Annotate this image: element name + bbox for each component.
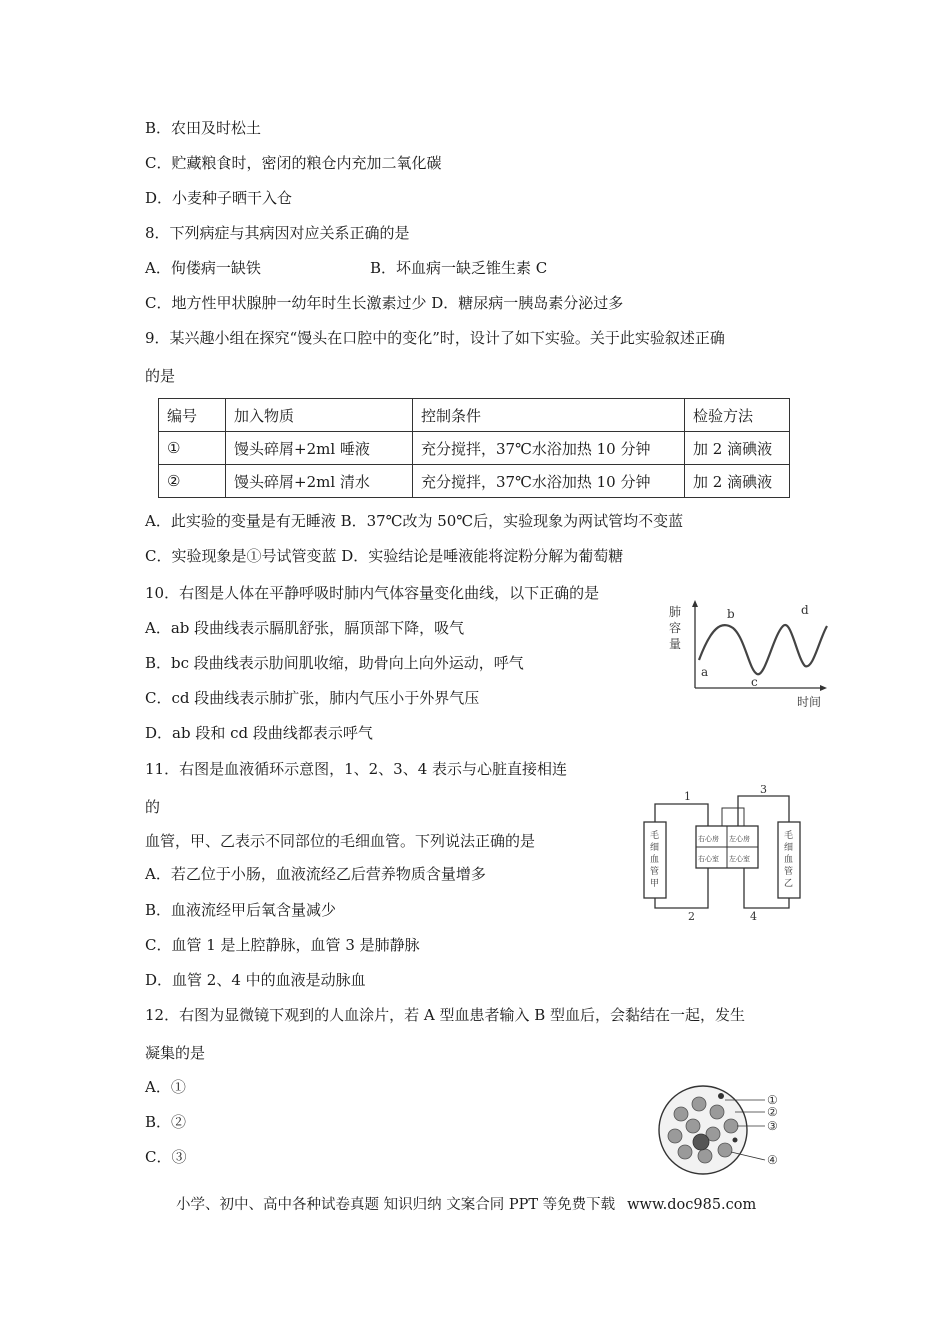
table-cell: ① [159, 432, 226, 465]
question-8: 8．下列病症与其病因对应关系正确的是 [145, 224, 410, 242]
capillary-char: 乙 [784, 879, 794, 889]
capillary-char: 管 [650, 867, 660, 877]
footer-text: 小学、初中、高中各种试卷真题 知识归纳 文案合同 PPT 等免费下载 [176, 1197, 616, 1213]
vessel-number: 2 [688, 910, 695, 922]
vessel-number: 4 [750, 910, 757, 922]
option-line: B．坏血病一缺乏锥生素 C [370, 259, 548, 277]
smear-label: ④ [767, 1153, 778, 1167]
lung-point-label: d [801, 603, 809, 617]
table-cell: ② [159, 465, 226, 498]
question-11: 11．右图是血液循环示意图，1、2、3、4 表示与心脏直接相连 [145, 760, 568, 778]
question-11-cont: 的 [145, 798, 161, 816]
question-10: 10．右图是人体在平静呼吸时肺内气体容量变化曲线，以下正确的是 [145, 584, 600, 602]
question-9-cont: 的是 [145, 367, 176, 385]
option-line: A．ab 段曲线表示膈肌舒张，膈顶部下降，吸气 [145, 619, 465, 637]
option-line: D．小麦种子晒干入仓 [145, 189, 293, 207]
vessel-number: 3 [760, 783, 767, 796]
capillary-char: 血 [650, 855, 660, 865]
capillary-char: 毛 [784, 831, 794, 841]
table-cell: 控制条件 [413, 399, 685, 432]
table-cell: 加入物质 [226, 399, 413, 432]
table-row [159, 432, 790, 465]
lung-point-label: b [727, 607, 735, 621]
question-11-cont: 血管，甲、乙表示不同部位的毛细血管。下列说法正确的是 [145, 832, 536, 850]
smear-label: ③ [767, 1119, 778, 1133]
option-line: C．地方性甲状腺肿一幼年时生长激素过少 D．糖尿病一胰岛素分泌过多 [145, 294, 624, 312]
table-cell: 馒头碎屑+2ml 清水 [226, 465, 413, 498]
capillary-char: 细 [784, 843, 794, 853]
chamber-label: 左心室 [729, 855, 750, 863]
vessel-number: 1 [684, 790, 691, 803]
option-line: B．农田及时松土 [145, 119, 262, 137]
option-line: B．② [145, 1113, 187, 1131]
table-cell: 充分搅拌，37℃水浴加热 10 分钟 [413, 465, 685, 498]
chamber-label: 右心房 [698, 835, 719, 843]
chamber-label: 左心房 [729, 835, 750, 843]
blood-smear-figure [655, 1082, 805, 1182]
table-cell: 馒头碎屑+2ml 唾液 [226, 432, 413, 465]
table-cell: 编号 [159, 399, 226, 432]
capillary-char: 管 [784, 867, 794, 877]
question-12: 12．右图为显微镜下观到的人血涂片，若 A 型血患者输入 B 型血后，会黏结在一起，发生 [145, 1006, 746, 1024]
option-line: A．① [145, 1078, 186, 1096]
option-line: B．bc 段曲线表示肋间肌收缩，助骨向上向外运动，呼气 [145, 654, 524, 672]
page-footer [176, 1193, 756, 1214]
option-line: C．cd 段曲线表示肺扩张，肺内气压小于外界气压 [145, 689, 480, 707]
option-line: B．血液流经甲后氧含量减少 [145, 901, 337, 919]
question-9: 9．某兴趣小组在探究“馒头在口腔中的变化”时，设计了如下实验。关于此实验叙述正确 [145, 329, 725, 347]
lung-ylabel-char: 肺 [669, 605, 682, 619]
table-cell: 检验方法 [685, 399, 790, 432]
lung-ylabel-char: 量 [669, 637, 682, 651]
option-line: C．血管 1 是上腔静脉，血管 3 是肺静脉 [145, 936, 420, 954]
option-line: D．ab 段和 cd 段曲线都表示呼气 [145, 724, 373, 742]
table-cell: 加 2 滴碘液 [685, 465, 790, 498]
option-line: A．若乙位于小肠，血液流经乙后营养物质含量增多 [145, 865, 486, 883]
table-cell: 充分搅拌，37℃水浴加热 10 分钟 [413, 432, 685, 465]
lung-point-label: a [701, 665, 709, 679]
lung-point-label: c [751, 675, 758, 689]
table-row [159, 465, 790, 498]
option-line: C．贮藏粮食时，密闭的粮仓内充加二氧化碳 [145, 154, 442, 172]
blood-circulation-figure [638, 782, 818, 922]
lung-ylabel-char: 容 [669, 621, 682, 635]
lung-xlabel: 时间 [797, 695, 822, 709]
smear-label: ① [767, 1093, 778, 1107]
table-header-row [159, 399, 790, 432]
option-line: A．佝偻病一缺铁 [145, 259, 261, 277]
experiment-table [158, 398, 790, 498]
smear-label: ② [767, 1105, 778, 1119]
chamber-label: 右心室 [698, 855, 719, 863]
option-line: A．此实验的变量是有无睡液 B．37℃改为 50℃后，实验现象为两试管均不变蓝 [145, 512, 684, 530]
option-line: C．③ [145, 1148, 187, 1166]
footer-url[interactable]: www.doc985.com [627, 1197, 757, 1213]
option-line: C．实验现象是①号试管变蓝 D．实验结论是唾液能将淀粉分解为葡萄糖 [145, 547, 624, 565]
table-cell: 加 2 滴碘液 [685, 432, 790, 465]
capillary-char: 毛 [650, 831, 660, 841]
capillary-char: 血 [784, 855, 794, 865]
option-line: D．血管 2、4 中的血液是动脉血 [145, 971, 366, 989]
lung-volume-figure [655, 598, 835, 710]
capillary-char: 细 [650, 843, 660, 853]
question-12-cont: 凝集的是 [145, 1044, 206, 1062]
capillary-char: 甲 [650, 879, 660, 889]
